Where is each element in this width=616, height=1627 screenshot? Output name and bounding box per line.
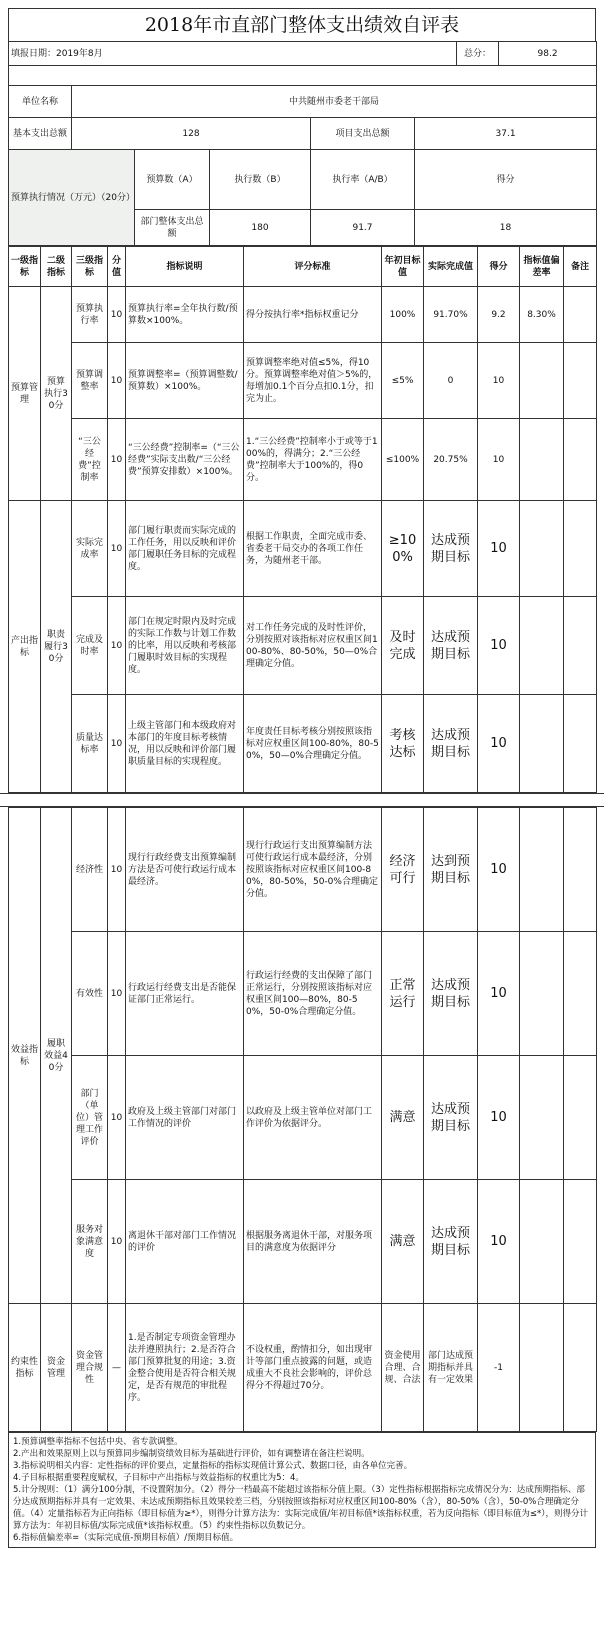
- indicator-table-continued: [8, 807, 597, 1432]
- note-line: 4.子目标根据重要程度赋权，子目标中产出指标与效益指标的权重比为5：4。: [13, 1473, 304, 1483]
- level3-cell: 完成及时率: [72, 597, 108, 695]
- table-row: [9, 808, 597, 932]
- target-cell: 100%: [382, 287, 424, 343]
- level1-cell: 约束性指标: [9, 1304, 41, 1432]
- level3-cell: 预算调整率: [72, 343, 108, 419]
- std-cell: 以政府及上级主管单位对部门工作评价为依据评分。: [244, 1056, 382, 1180]
- actual-cell: 达成预期目标: [424, 1180, 478, 1304]
- note-line: 2.产出和效果原则上以与预算同步编制资绩效目标为基础进行评价，如有调整请在备注栏说明。: [13, 1449, 370, 1459]
- actual-cell: 达成预期目标: [424, 597, 478, 695]
- note-line: 5.计分规则：（1）满分100分制，不设置附加分。（2）得分一档最高不能超过该指标分值上限。（3）定性指标根据指标完成情况分为：达成预期指标、部分达成预期指标并具有一定效果、未达成预期指标且效果较差三档，分别按照该指标对应权重区间100-80%（含），80-50%（含），50-0%合理确定分值。（4）定量指标若为正向指标（即目标值为≥*），则得分计算方法为：实际完成值/年初目标值*该指标权重，若为反向指标（即目标值为≤*），则得分计算方法为：年初目标值/实际完成值*该指标权重。（5）约束性指标以负数记分。: [13, 1485, 589, 1531]
- score-cell: 10: [478, 1180, 520, 1304]
- actual-cell: 91.70%: [424, 287, 478, 343]
- note-cell: [564, 1056, 597, 1180]
- score-cell: 10: [478, 932, 520, 1056]
- desc-cell: 预算执行率=全年执行数/预算数×100%。: [126, 287, 244, 343]
- header-cell: 年初目标值: [382, 247, 424, 287]
- header-table: [8, 41, 597, 246]
- score-cell: 10: [478, 597, 520, 695]
- header-cell: 实际完成值: [424, 247, 478, 287]
- level3-cell: 有效性: [72, 932, 108, 1056]
- project-label: 项目支出总额: [311, 118, 415, 150]
- note-cell: [564, 597, 597, 695]
- col-score-label: 得分: [415, 150, 597, 210]
- header-cell: 分值: [108, 247, 126, 287]
- budget-exec-label: 预算执行情况（万元）（20分）: [9, 150, 135, 246]
- level1-cell: 效益指标: [9, 808, 41, 1304]
- table-row: [9, 597, 597, 695]
- std-cell: 根据服务离退休干部，对服务项目的满意度为依据评分: [244, 1180, 382, 1304]
- note-cell: [564, 419, 597, 501]
- target-cell: 及时完成: [382, 597, 424, 695]
- value-cell: 10: [108, 695, 126, 793]
- std-cell: 现行行政运行支出预算编制方法可使行政运行成本最经济，分别按照该指标对应权重区间100-80%，80-50%，50-0%合理确定分值。: [244, 808, 382, 932]
- deviation-cell: [520, 695, 564, 793]
- target-cell: 正常运行: [382, 932, 424, 1056]
- actual-cell: 达成预期目标: [424, 1056, 478, 1180]
- desc-cell: 1.是否制定专项资金管理办法并遵照执行；2.是否符合部门预算批复的用途；3.资金整合使用是否符合相关规定，是否有规范的审批程序。: [126, 1304, 244, 1432]
- value-cell: 10: [108, 932, 126, 1056]
- header-cell: 指标值偏差率: [520, 247, 564, 287]
- header-cell: 得分: [478, 247, 520, 287]
- actual-cell: 达成预期目标: [424, 501, 478, 597]
- desc-cell: 离退休干部对部门工作情况的评价: [126, 1180, 244, 1304]
- notes-table: [8, 1432, 596, 1548]
- table-row: [9, 501, 597, 597]
- indicator-table: [8, 246, 597, 793]
- value-cell: 10: [108, 1056, 126, 1180]
- unit-label: 单位名称: [9, 86, 72, 118]
- note-cell: [564, 1304, 597, 1432]
- level2-cell: 资金管理: [41, 1304, 72, 1432]
- score-cell: 10: [478, 695, 520, 793]
- value-cell: 10: [108, 501, 126, 597]
- desc-cell: 现行行政经费支出预算编制方法是否可使行政运行成本最经济。: [126, 808, 244, 932]
- note-line: 3.指标说明相关内容：定性指标的评价要点，定量指标的指标实现值计算公式、数据口径，由各单位完善。: [13, 1461, 413, 1471]
- level1-cell: 预算管理: [9, 287, 41, 501]
- actual-cell: 部门达成预期指标并具有一定效果: [424, 1304, 478, 1432]
- level3-cell: 实际完成率: [72, 501, 108, 597]
- score-cell: 10: [478, 501, 520, 597]
- value-cell: 10: [108, 287, 126, 343]
- level2-cell: 预算执行30分: [41, 287, 72, 501]
- evaluation-sheet: [8, 8, 596, 1548]
- table-row: [9, 1056, 597, 1180]
- header-cell: 指标说明: [126, 247, 244, 287]
- target-cell: ≤5%: [382, 343, 424, 419]
- table-row: [9, 287, 597, 343]
- total-label: 总分：: [457, 42, 499, 66]
- value-cell: 10: [108, 419, 126, 501]
- table-row: [9, 1180, 597, 1304]
- col-rate-label: 执行率（A/B）: [311, 150, 415, 210]
- target-cell: 资金使用合理、合规、合法: [382, 1304, 424, 1432]
- level3-cell: “三公经费”控制率: [72, 419, 108, 501]
- value-cell: 10: [108, 597, 126, 695]
- value-cell: 10: [108, 343, 126, 419]
- score-cell: 10: [478, 419, 520, 501]
- fill-date: 填报日期：2019年8月: [9, 42, 457, 66]
- std-cell: 年度责任目标考核分别按照该指标对应权重区间100-80%，80-50%，50—0%合理确定分值。: [244, 695, 382, 793]
- level2-cell: 履职效益40分: [41, 808, 72, 1304]
- std-cell: 预算调整率绝对值≤5%，得10分。预算调整率绝对值＞5%的，每增加0.1个百分点扣0.1分，扣完为止。: [244, 343, 382, 419]
- value-cell: —: [108, 1304, 126, 1432]
- deviation-cell: 8.30%: [520, 287, 564, 343]
- actual-cell: 达到预期目标: [424, 808, 478, 932]
- deviation-cell: [520, 597, 564, 695]
- target-cell: 经济可行: [382, 808, 424, 932]
- deviation-cell: [520, 501, 564, 597]
- score-cell: 10: [478, 808, 520, 932]
- std-cell: 根据工作职责，全面完成市委、省委老干局交办的各项工作任务，为随州老干部。: [244, 501, 382, 597]
- deviation-cell: [520, 1304, 564, 1432]
- desc-cell: 上级主管部门和本级政府对本部门的年度目标考核情况，用以反映和评价部门履职质量目标的实现程度。: [126, 695, 244, 793]
- desc-cell: 政府及上级主管部门对部门工作情况的评价: [126, 1056, 244, 1180]
- header-cell: 备注: [564, 247, 597, 287]
- table-row: [9, 1304, 597, 1432]
- desc-cell: “三公经费”控制率=（“三公经费”实际支出数/“三公经费”预算安排数）×100%。: [126, 419, 244, 501]
- col-b-label: 执行数（B）: [210, 150, 311, 210]
- level1-cell: 产出指标: [9, 501, 41, 793]
- indicator-header-row: [9, 247, 597, 287]
- dept-score-value: 18: [415, 210, 597, 246]
- level3-cell: 经济性: [72, 808, 108, 932]
- target-cell: 考核达标: [382, 695, 424, 793]
- target-cell: 满意: [382, 1180, 424, 1304]
- target-cell: 满意: [382, 1056, 424, 1180]
- note-line: 6.指标值偏差率=（实际完成值-预期目标值）/预期目标值。: [13, 1533, 239, 1543]
- deviation-cell: [520, 1180, 564, 1304]
- score-cell: 9.2: [478, 287, 520, 343]
- deviation-cell: [520, 419, 564, 501]
- std-cell: 得分按执行率*指标权重记分: [244, 287, 382, 343]
- note-cell: [564, 287, 597, 343]
- header-cell: 二级指标: [41, 247, 72, 287]
- actual-cell: 达成预期目标: [424, 695, 478, 793]
- table-row: [9, 932, 597, 1056]
- desc-cell: 预算调整率=（预算调整数/预算数）×100%。: [126, 343, 244, 419]
- std-cell: 行政运行经费的支出保障了部门正常运行，分别按照该指标对应权重区间100—80%，80-50%，50-0%合理确定分值。: [244, 932, 382, 1056]
- level3-cell: 服务对象满意度: [72, 1180, 108, 1304]
- page-break-gap: [0, 793, 604, 807]
- target-cell: ≤100%: [382, 419, 424, 501]
- level3-cell: 部门（单位）管理工作评价: [72, 1056, 108, 1180]
- value-cell: 10: [108, 1180, 126, 1304]
- basic-value: 128: [72, 118, 311, 150]
- table-row: [9, 343, 597, 419]
- score-cell: 10: [478, 1056, 520, 1180]
- table-row: [9, 695, 597, 793]
- score-cell: -1: [478, 1304, 520, 1432]
- header-cell: 三级指标: [72, 247, 108, 287]
- basic-label: 基本支出总额: [9, 118, 72, 150]
- col-a-label: 预算数（A）: [135, 150, 210, 210]
- header-cell: 评分标准: [244, 247, 382, 287]
- header-cell: 一级指标: [9, 247, 41, 287]
- notes-cell: [9, 1433, 596, 1548]
- desc-cell: 部门在规定时限内及时完成的实际工作数与计划工作数的比率，用以反映和考核部门履职时效目标的实现程度。: [126, 597, 244, 695]
- table-row: [9, 419, 597, 501]
- level3-cell: 质量达标率: [72, 695, 108, 793]
- deviation-cell: [520, 343, 564, 419]
- deviation-cell: [520, 932, 564, 1056]
- note-cell: [564, 1180, 597, 1304]
- std-cell: 对工作任务完成的及时性评价，分别按照对该指标对应权重区间100-80%、80-50%，50—0%合理确定分值。: [244, 597, 382, 695]
- level2-cell: 职责履行30分: [41, 501, 72, 793]
- total-value: 98.2: [499, 42, 597, 66]
- note-cell: [564, 932, 597, 1056]
- actual-cell: 20.75%: [424, 419, 478, 501]
- level3-cell: 资金管理合规性: [72, 1304, 108, 1432]
- desc-cell: 部门履行职责而实际完成的工作任务，用以反映和评价部门履职任务目标的完成程度。: [126, 501, 244, 597]
- deviation-cell: [520, 1056, 564, 1180]
- page-title: 2018年市直部门整体支出绩效自评表: [8, 8, 596, 41]
- target-cell: ≥100%: [382, 501, 424, 597]
- value-cell: 10: [108, 808, 126, 932]
- dept-a-value: 180: [210, 210, 311, 246]
- actual-cell: 达成预期目标: [424, 932, 478, 1056]
- desc-cell: 行政运行经费支出是否能保证部门正常运行。: [126, 932, 244, 1056]
- note-cell: [564, 343, 597, 419]
- std-cell: 1.“三公经费”控制率小于或等于100%的，得满分；2.“三公经费”控制率大于100%的，得0分。: [244, 419, 382, 501]
- std-cell: 不设权重，酌情扣分，如出现审计等部门重点披露的问题，或造成重大不良社会影响的，评价总得分不得超过70分。: [244, 1304, 382, 1432]
- dept-total-label: 部门整体支出总额: [135, 210, 210, 246]
- actual-cell: 0: [424, 343, 478, 419]
- note-cell: [564, 808, 597, 932]
- unit-name: 中共随州市委老干部局: [72, 86, 597, 118]
- note-cell: [564, 695, 597, 793]
- dept-rate-value: 91.7: [311, 210, 415, 246]
- note-cell: [564, 501, 597, 597]
- deviation-cell: [520, 808, 564, 932]
- score-cell: 10: [478, 343, 520, 419]
- project-value: 37.1: [415, 118, 597, 150]
- note-line: 1.预算调整率指标不包括中央、省专款调整。: [13, 1437, 183, 1447]
- level3-cell: 预算执行率: [72, 287, 108, 343]
